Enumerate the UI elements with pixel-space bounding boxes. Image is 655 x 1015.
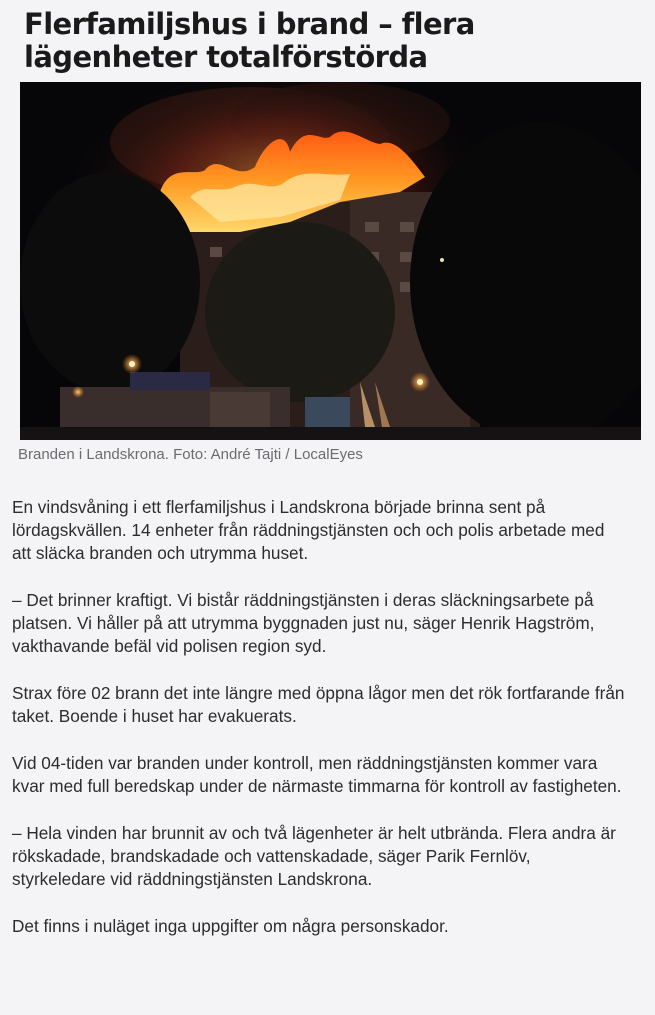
article-paragraph: Det finns i nuläget inga uppgifter om några personskador.	[12, 916, 449, 936]
article-paragraph: Vid 04-tiden var branden under kontroll, men räddningstjänsten kommer vara kvar med full beredskap under de närmaste timmarna för kontroll av fastigheten.	[12, 753, 622, 796]
article-photo	[20, 82, 641, 440]
article-paragraph: – Hela vinden har brunnit av och två lägenheter är helt utbrända. Flera andra är rökskadade, brandskadade och vattenskadade, säger Parik Fernlöv, styrkeledare vid räddningstjänsten Landskrona.	[12, 823, 616, 889]
article-headline: Flerfamiljshus i brand – flera lägenheter totalförstörda	[24, 7, 475, 74]
photo-caption: Branden i Landskrona. Foto: André Tajti / LocalEyes	[18, 446, 363, 463]
article-paragraph: Strax före 02 brann det inte längre med öppna lågor men det rök fortfarande från taket. Boende i huset har evakuerats.	[12, 683, 625, 726]
article-paragraph: – Det brinner kraftigt. Vi bistår räddningstjänsten i deras släckningsarbete på platsen. Vi håller på att utrymma byggnaden just nu, säger Henrik Hagström, vakthavande befäl vid polisen region syd.	[12, 590, 595, 656]
article-paragraph: En vindsvåning i ett flerfamiljshus i Landskrona började brinna sent på lördagskvällen. 14 enheter från räddningstjänsten och och polis arbetade med att släcka branden och utrymma huset.	[12, 497, 605, 563]
article-body	[12, 496, 625, 938]
burning-building-photo-icon	[20, 82, 641, 440]
